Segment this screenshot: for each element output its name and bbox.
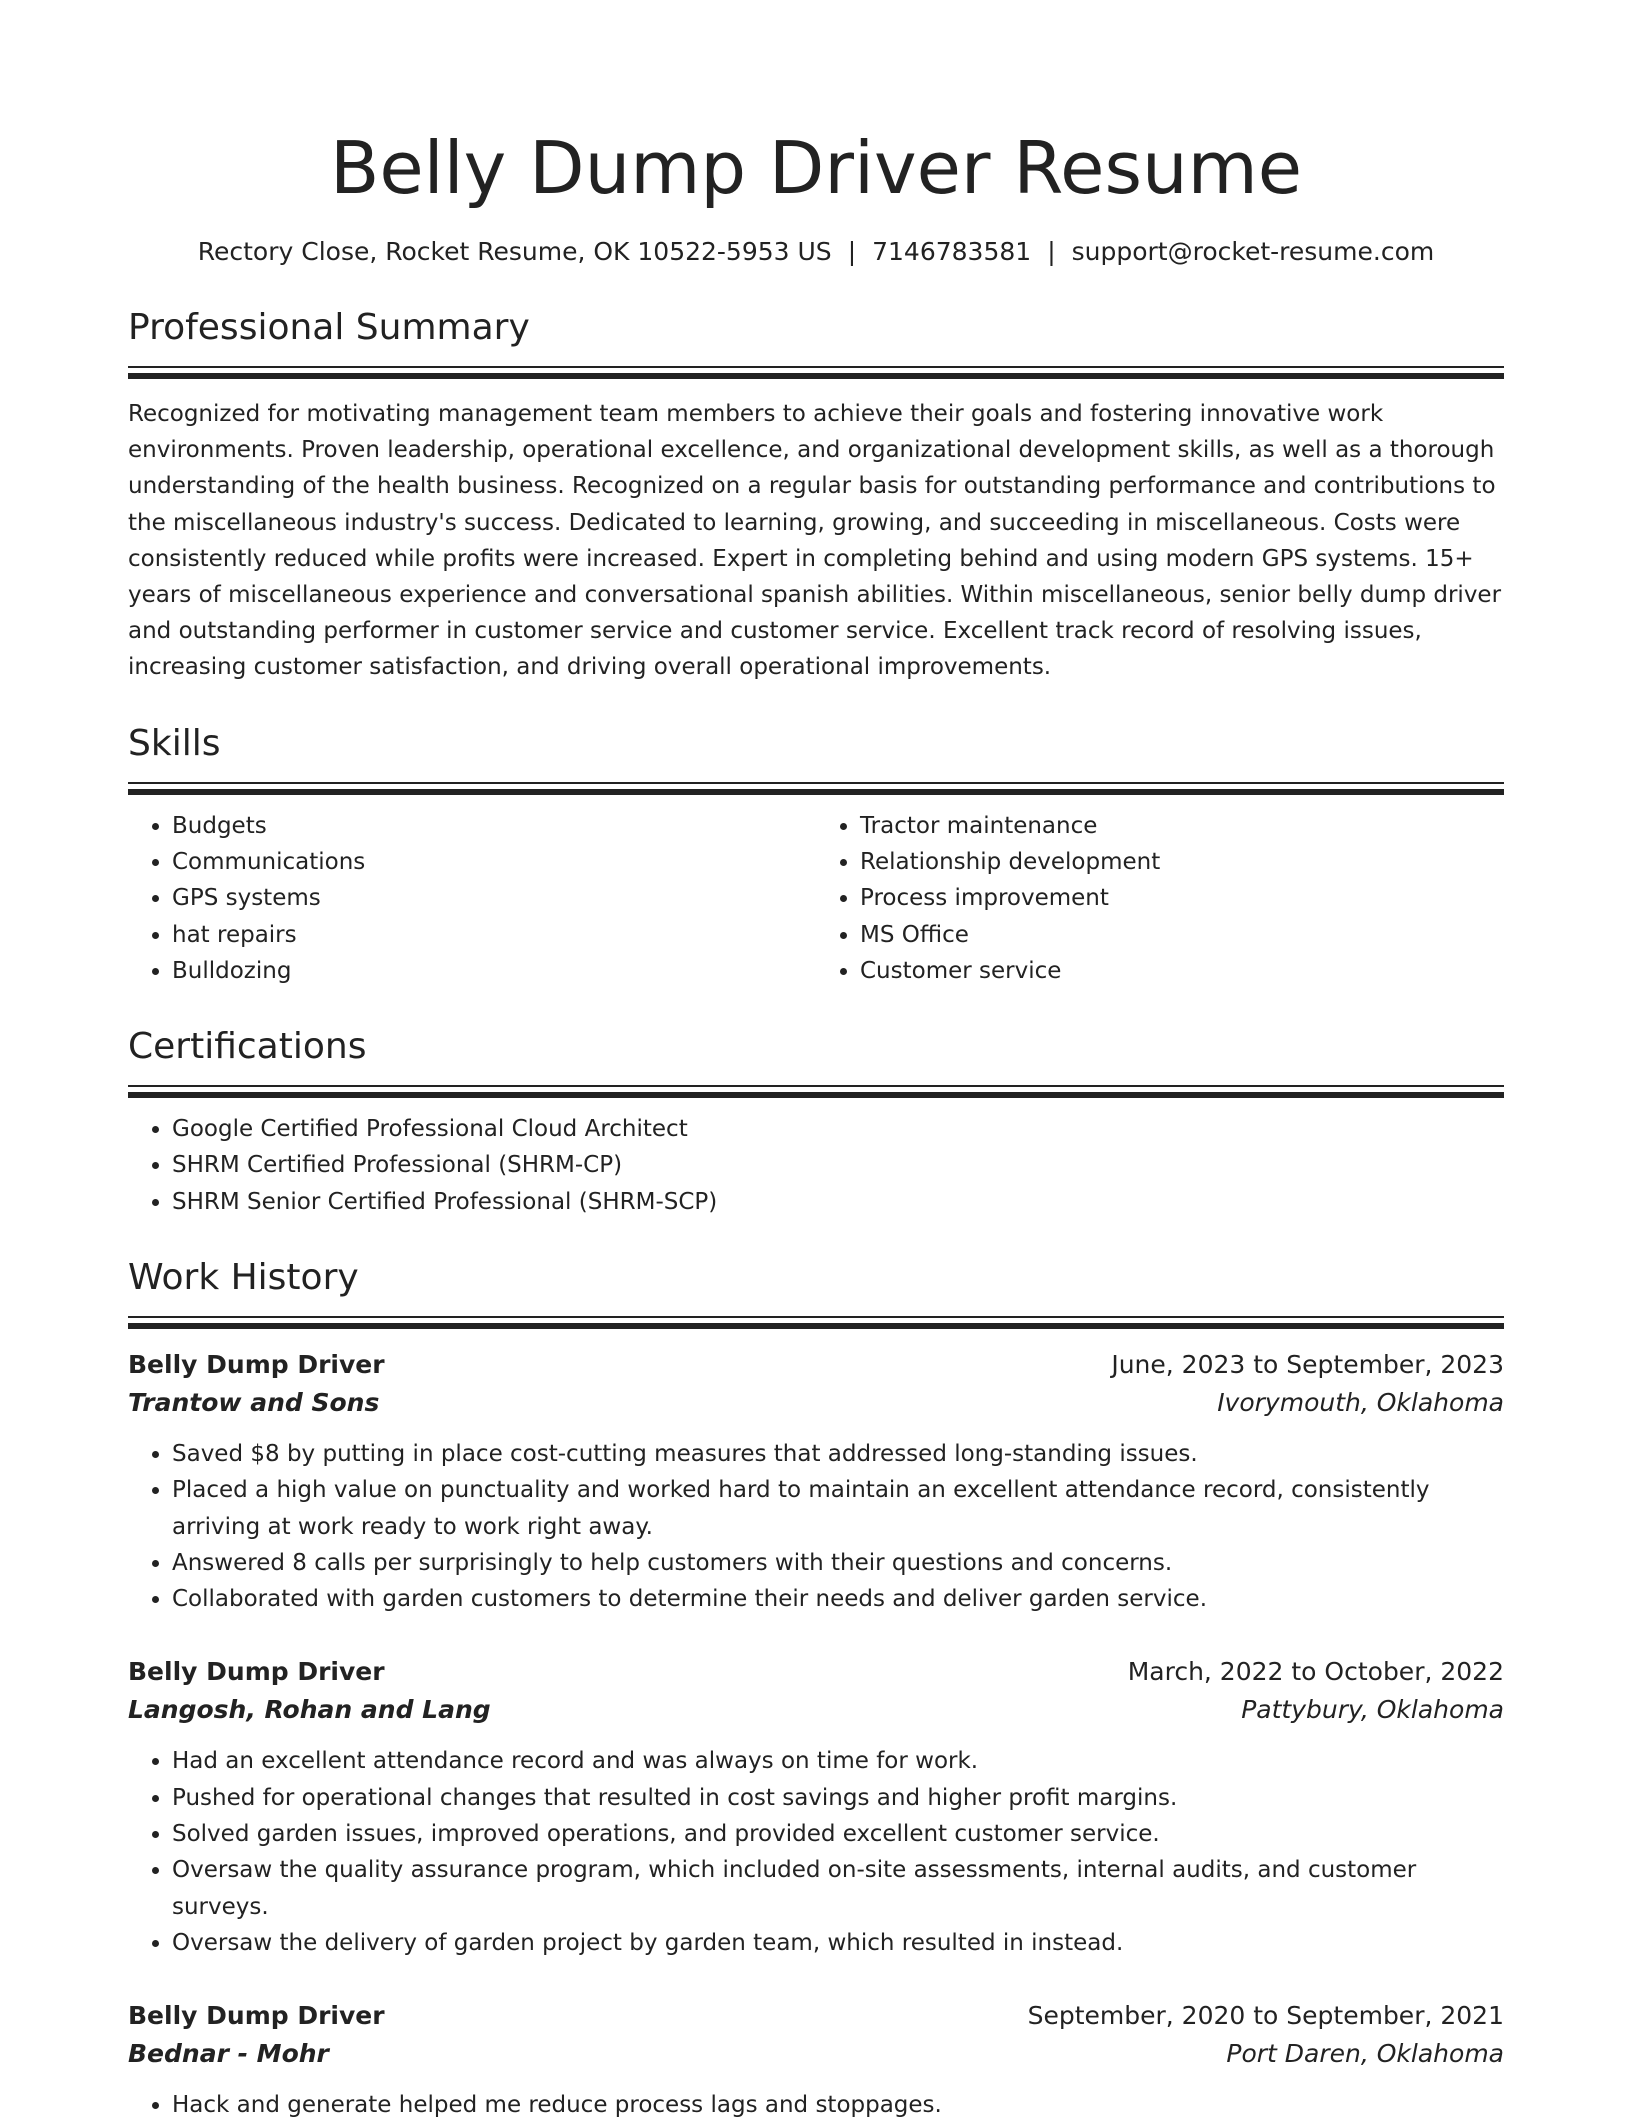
job-location: Ivorymouth, Oklahoma — [1217, 1388, 1504, 1417]
contact-phone: 7146783581 — [872, 237, 1032, 266]
list-item: • Oversaw the quality assurance program, which included on-site assessments, internal audits, and customer surveys. — [172, 1852, 1504, 1925]
list-item: • Hack and generate helped me reduce process lags and stoppages. — [172, 2087, 1504, 2123]
skills-columns — [128, 808, 1504, 989]
job-entry — [128, 1653, 1504, 1961]
work-history-section — [128, 1254, 1504, 2124]
list-item: • Bulldozing — [172, 953, 816, 989]
job-location: Pattybury, Oklahoma — [1241, 1695, 1504, 1725]
job-entry — [128, 1346, 1504, 1617]
job-dates: June, 2023 to September, 2023 — [1111, 1350, 1504, 1379]
list-item: • Tractor maintenance — [860, 808, 1504, 844]
list-item: • Budgets — [172, 808, 816, 844]
section-divider — [128, 366, 1504, 378]
job-company: Trantow and Sons — [128, 1388, 380, 1417]
job-dates: September, 2020 to September, 2021 — [1027, 2001, 1504, 2031]
skills-list-left — [128, 808, 816, 989]
section-heading-skills: Skills — [128, 722, 221, 764]
list-item: • hat repairs — [172, 917, 816, 953]
job-bullets — [128, 2087, 1504, 2123]
contact-separator: | — [1047, 237, 1056, 266]
job-dates: March, 2022 to October, 2022 — [1127, 1657, 1504, 1687]
list-item: • Google Certified Professional Cloud Architect — [172, 1111, 1504, 1147]
contact-separator: | — [847, 237, 857, 266]
list-item: • Oversaw the delivery of garden project by garden team, which resulted in instead. — [172, 1925, 1504, 1961]
job-title: Belly Dump Driver — [128, 1657, 385, 1687]
summary-section — [128, 304, 1504, 686]
section-divider — [128, 1085, 1504, 1097]
summary-text: Recognized for motivating management team members to achieve their goals and fostering innovative work environments. Proven leadership, operational excellence, and organizational development skills, as well as a thorough understanding of the health business. Recognized on a regular basis for outstanding performance and contributions to the miscellaneous industry's success. Dedicated to learning, growing, and succeeding in miscellaneous. Costs were consistently reduced while profits were increased. Expert in completing behind and using modern GPS systems. 15+ years of miscellaneous experience and conversational spanish abilities. Within miscellaneous, senior belly dump driver and outstanding performer in customer service and customer service. Excellent track record of resolving issues, increasing customer satisfaction, and driving overall operational improvements. — [128, 401, 1502, 681]
list-item: • Process improvement — [860, 880, 1504, 916]
skills-list-right — [816, 808, 1504, 989]
job-bullets — [128, 1436, 1504, 1617]
section-heading-work-history: Work History — [128, 1257, 359, 1298]
section-divider — [128, 1316, 1504, 1328]
job-company: Bednar - Mohr — [128, 2039, 329, 2069]
list-item: • SHRM Certified Professional (SHRM-CP) — [172, 1147, 1504, 1183]
certifications-section — [128, 1023, 1504, 1220]
list-item: • Had an excellent attendance record and was always on time for work. — [172, 1743, 1504, 1779]
list-item: • SHRM Senior Certified Professional (SHRM-SCP) — [172, 1184, 1504, 1220]
list-item: • Answered 8 calls per surprisingly to help customers with their questions and concerns. — [172, 1545, 1504, 1581]
certifications-list — [128, 1111, 1504, 1220]
list-item: • Solved garden issues, improved operations, and provided excellent customer service. — [172, 1816, 1504, 1852]
list-item: • MS Office — [860, 917, 1504, 953]
section-divider — [128, 782, 1504, 794]
section-heading-summary: Professional Summary — [128, 307, 530, 348]
list-item: • Collaborated with garden customers to determine their needs and deliver garden service. — [172, 1581, 1504, 1617]
section-heading-certifications: Certifications — [128, 1026, 367, 1068]
list-item: • Communications — [172, 844, 816, 880]
job-title: Belly Dump Driver — [128, 2001, 385, 2031]
job-bullets — [128, 1743, 1504, 1961]
job-title: Belly Dump Driver — [128, 1350, 385, 1379]
list-item: • GPS systems — [172, 880, 816, 916]
list-item: • Relationship development — [860, 844, 1504, 880]
list-item: • Pushed for operational changes that resulted in cost savings and higher profit margins. — [172, 1780, 1504, 1816]
job-company: Langosh, Rohan and Lang — [128, 1695, 491, 1725]
contact-line — [128, 234, 1504, 270]
contact-email: support@rocket-resume.com — [1071, 237, 1435, 266]
skills-section — [128, 720, 1504, 989]
list-item: • Placed a high value on punctuality and worked hard to maintain an excellent attendance record, consistently arriving at work ready to work right away. — [172, 1472, 1504, 1545]
list-item: • Customer service — [860, 953, 1504, 989]
job-entry — [128, 1997, 1504, 2123]
job-location: Port Daren, Oklahoma — [1226, 2039, 1504, 2069]
page-title: Belly Dump Driver Resume — [329, 126, 1303, 210]
list-item: • Saved $8 by putting in place cost-cutting measures that addressed long-standing issues. — [172, 1436, 1504, 1472]
contact-address: Rectory Close, Rocket Resume, OK 10522-5953 US — [197, 237, 832, 266]
